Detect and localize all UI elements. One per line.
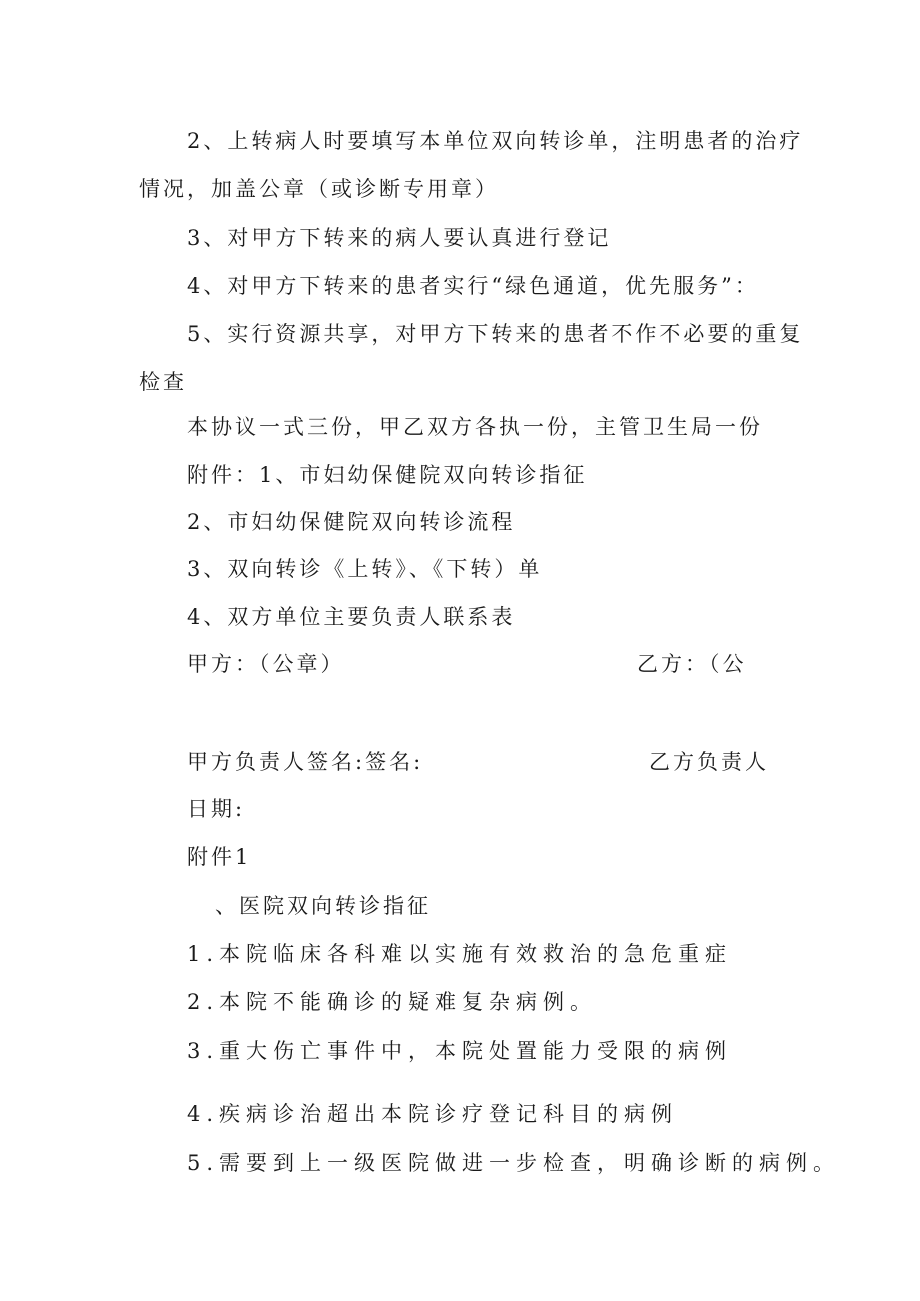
indication-item: 5.需要到上一级医院做进一步检查，明确诊断的病例。	[187, 1151, 841, 1175]
item4-text: 4、对甲方下转来的患者实行“绿色通道，优先服务”：	[187, 274, 759, 298]
date-label: 日期:	[187, 797, 246, 821]
indication-item: 4.疾病诊治超出本院诊疗登记科目的病例	[187, 1102, 679, 1126]
attachment-item: 附件：1、市妇幼保健院双向转诊指征	[187, 463, 588, 487]
party-a-seal: 甲方：（公章）	[187, 652, 345, 676]
item2-line1: 2、上转病人时要填写本单位双向转诊单，注明患者的治疗	[187, 129, 804, 153]
indication-item: 1.本院临床各科难以实施有效救治的急危重症	[187, 942, 733, 966]
party-b-seal: 乙方：（公	[637, 652, 747, 676]
item5-line2: 检查	[139, 370, 187, 394]
item3-text: 3、对甲方下转来的病人要认真进行登记	[187, 226, 612, 250]
indication-item: 2.本院不能确诊的疑难复杂病例。	[187, 990, 598, 1014]
annex1-heading: 、医院双向转诊指征	[215, 894, 431, 918]
indication-item: 3.重大伤亡事件中，本院处置能力受限的病例	[187, 1039, 733, 1063]
attachment-item: 2、市妇幼保健院双向转诊流程	[187, 510, 516, 534]
attachment-item: 3、双向转诊《上转》、《下转）单	[187, 557, 543, 581]
party-a-signature: 甲方负责人签名:签名:	[187, 750, 424, 774]
item5-line1: 5、实行资源共享，对甲方下转来的患者不作不必要的重复	[187, 322, 804, 346]
attachment-item: 4、双方单位主要负责人联系表	[187, 605, 516, 629]
item2-line2: 情况，加盖公章（或诊断专用章）	[139, 177, 499, 201]
annex1-title: 附件1	[187, 845, 252, 869]
copies-text: 本协议一式三份，甲乙双方各执一份，主管卫生局一份	[187, 415, 763, 439]
party-b-signature: 乙方负责人	[649, 750, 769, 774]
